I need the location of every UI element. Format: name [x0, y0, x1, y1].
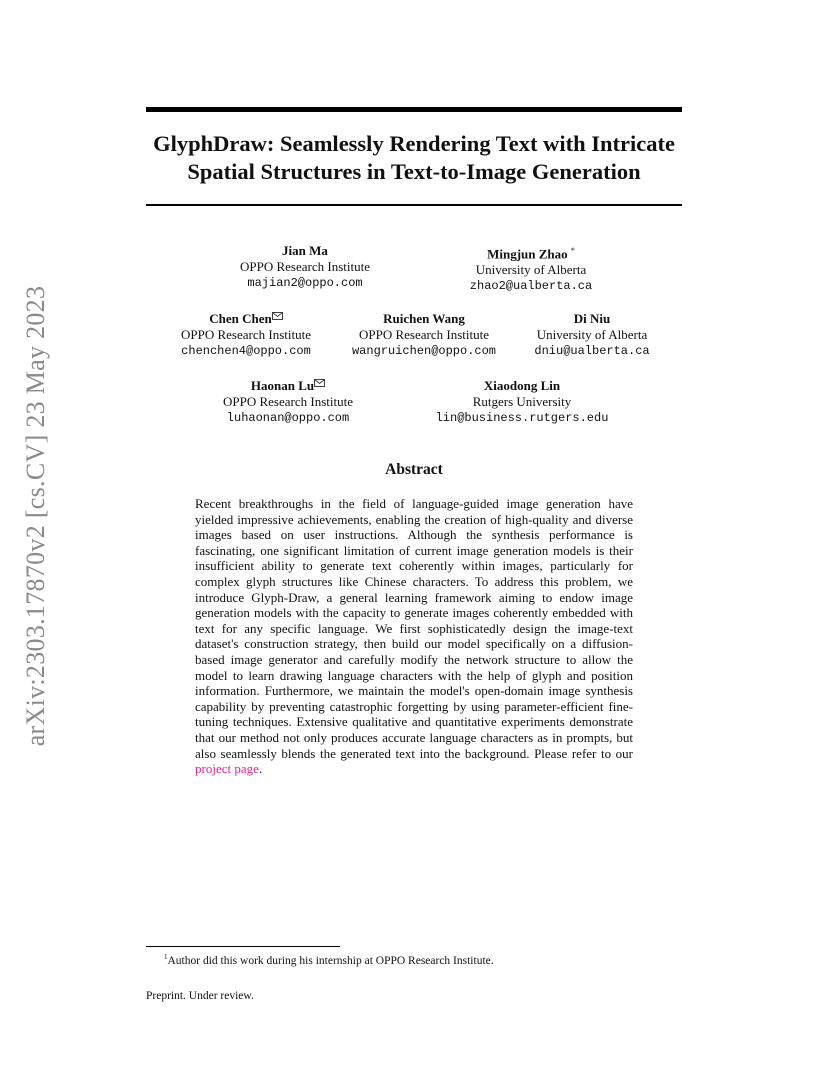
author-name: Di Niu	[573, 311, 611, 326]
author-name: Jian Ma	[282, 243, 328, 258]
title-top-rule	[146, 107, 682, 112]
footnote-rule	[146, 946, 340, 947]
author-affiliation: OPPO Research Institute	[223, 394, 353, 409]
author-email[interactable]: lin@business.rutgers.edu	[435, 411, 609, 425]
author-chen-chen	[181, 311, 311, 359]
author-name-row	[470, 243, 592, 262]
author-email[interactable]: zhao2@ualberta.ca	[469, 279, 593, 294]
author-name: Haonan Lu	[250, 378, 315, 393]
author-name: Xiaodong Lin	[483, 378, 561, 393]
author-email[interactable]: chenchen4@oppo.com	[181, 344, 311, 358]
abstract-body	[195, 496, 633, 777]
author-xiaodong-lin	[436, 378, 609, 426]
title-line-1: GlyphDraw: Seamlessly Rendering Text with Intricate	[153, 131, 675, 156]
author-name: Mingjun Zhao	[487, 246, 568, 262]
envelope-icon	[314, 379, 325, 387]
author-affiliation: University of Alberta	[475, 262, 587, 278]
footnote-mark: 1	[164, 953, 168, 961]
author-email[interactable]: majian2@oppo.com	[247, 276, 363, 290]
author-jian-ma	[240, 243, 370, 291]
author-name-row	[181, 311, 311, 327]
author-email[interactable]: dniu@ualberta.ca	[534, 344, 650, 358]
author-affiliation: OPPO Research Institute	[181, 327, 311, 342]
title-bottom-rule	[146, 204, 682, 206]
paper-title	[146, 130, 682, 186]
arxiv-stamp: arXiv:2303.17870v2 [cs.CV] 23 May 2023	[21, 285, 50, 747]
author-mingjun-zhao	[470, 243, 592, 294]
author-affiliation: University of Alberta	[536, 327, 648, 342]
author-affiliation: Rutgers University	[472, 394, 572, 409]
project-page-link[interactable]: project page	[195, 761, 259, 777]
author-affiliation: OPPO Research Institute	[240, 259, 370, 274]
equal-contribution-mark: *	[570, 246, 575, 255]
author-ruichen-wang	[352, 311, 496, 359]
abstract-heading: Abstract	[385, 461, 443, 478]
author-di-niu	[534, 311, 649, 359]
footnote-text: Author did this work during his internship at OPPO Research Institute.	[167, 954, 494, 967]
abstract-text: Recent breakthroughs in the field of language-guided image generation have yielded impressive achievements, enabling the creation of high-quality and diverse images based on user instructions. Although the synthesis performance is fascinating, one significant limitation of current image generation models is their insufficient ability to generate text coherently within images, particularly for complex glyph structures like Chinese characters. To address this problem, we introduce Glyph-Draw, a general learning framework aiming to endow image generation models with the capacity to generate images coherently embedded with text for any specific language. We first sophisticatedly design the image-text dataset's construction strategy, then build our model specifically on a diffusion-based image generator and carefully modify the network structure to allow the model to learn drawing language characters with the help of glyph and position information. Furthermore, we maintain the model's open-domain image synthesis capability by preventing catastrophic forgetting by using parameter-efficient fine-tuning techniques. Extensive qualitative and quantitative experiments demonstrate that our method not only produces accurate language characters as in prompts, but also seamlessly blends the generated text into the background. Please refer to our	[195, 496, 633, 761]
abstract-end: .	[258, 761, 263, 777]
title-line-2: Spatial Structures in Text-to-Image Generation	[187, 159, 641, 184]
author-email[interactable]: luhaonan@oppo.com	[226, 411, 350, 425]
author-name: Ruichen Wang	[383, 311, 465, 326]
preprint-note: Preprint. Under review.	[146, 990, 254, 1002]
author-haonan-lu	[223, 378, 353, 426]
author-name-row	[223, 378, 353, 394]
author-email[interactable]: wangruichen@oppo.com	[351, 344, 497, 358]
envelope-icon	[272, 312, 283, 320]
footnote	[164, 950, 494, 968]
author-name: Chen Chen	[209, 311, 272, 326]
author-affiliation: OPPO Research Institute	[359, 327, 489, 342]
